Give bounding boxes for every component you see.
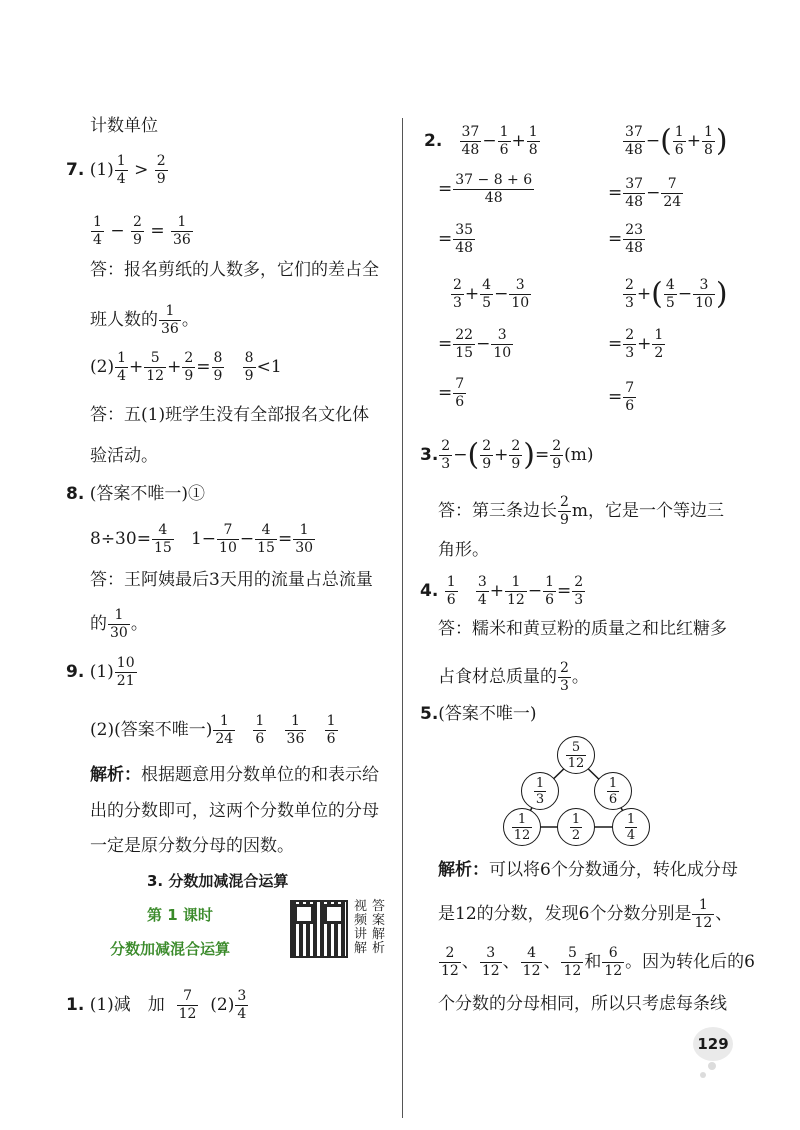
question-number: 4.: [420, 581, 439, 601]
q5-jiexi-line2: [438, 897, 732, 932]
q2-row1-right: $\frac{37}{48}$ −( $\frac{1}{6}$ + $\frac{1}{8}$ ): [625, 123, 728, 159]
fraction: $\frac{1}{30}$: [110, 607, 128, 641]
jiexi-label: 解析：: [438, 860, 489, 880]
question-number: 1.: [66, 995, 85, 1015]
note: (答案不唯一)①: [89, 484, 205, 504]
jiexi-line3: 一定是原分数分母的因数。: [90, 836, 294, 856]
fraction: $\frac{1}{6}$: [255, 713, 265, 747]
operator: =: [150, 221, 165, 241]
fraction: $\frac{1}{6}$: [326, 713, 336, 747]
fraction: $\frac{2}{9}$: [511, 438, 521, 472]
fraction: $\frac{4}{5}$: [482, 277, 492, 311]
fraction: $\frac{7}{6}$: [455, 376, 465, 410]
fraction: $\frac{35}{48}$: [455, 222, 474, 256]
fraction: $\frac{1}{6}$: [499, 124, 509, 158]
question-number: 5.: [420, 704, 439, 724]
fraction: $\frac{7}{10}$: [219, 522, 237, 556]
fraction: $\frac{3}{10}$: [493, 327, 512, 361]
fraction: $\frac{22}{15}$: [455, 327, 474, 361]
fraction: $\frac{1}{36}$: [161, 303, 179, 337]
question-number: 3.: [420, 445, 439, 465]
q2-row4: $\frac{2}{3}$ + $\frac{4}{5}$ − $\frac{3}{10}$: [453, 277, 530, 311]
q8-answer-line2: [90, 607, 148, 642]
q8-line2: 8÷30= $\frac{4}{15}$ 1− $\frac{7}{10}$ − $\frac{4}{15}$ = $\frac{1}{30}$: [90, 522, 314, 556]
q5-jiexi-line3: $\frac{2}{12}$ 、 $\frac{3}{12}$ 、 $\frac{4}{12}$ 、 $\frac{5}{12}$ 和 $\frac{6}{12}$ 。因为转化后的6: [441, 945, 755, 979]
text-line: 计数单位: [90, 116, 158, 136]
circle-node: $\frac{1}{6}$: [594, 772, 632, 810]
q7-answer2-line1: 答：五(1)班学生没有全部报名文化体: [90, 405, 370, 425]
answer-text: m，它是一个等边三: [571, 501, 725, 521]
unit: (m): [564, 445, 594, 465]
answer-text: 的: [90, 614, 107, 634]
jiexi-line1: [90, 763, 379, 787]
q4-answer-line2: [438, 660, 589, 695]
circle-node: $\frac{1}{2}$: [557, 808, 595, 846]
answer-text: 答：第三条边长: [438, 501, 557, 521]
fraction: $\frac{1}{6}$: [446, 574, 456, 608]
punct: 。: [571, 667, 589, 687]
q9-line2: [90, 713, 339, 748]
fraction: $\frac{1}{30}$: [295, 522, 314, 556]
fraction: $\frac{5}{12}$: [146, 350, 165, 384]
fraction: $\frac{10}{21}$: [116, 655, 135, 689]
q3-answer-line1: [438, 494, 724, 529]
q4-answer-line1: 答：糯米和黄豆粉的质量之和比红糖多: [438, 619, 727, 639]
q9-part: (1): [89, 662, 114, 682]
q5-jiexi-line1: [438, 858, 738, 882]
q5-line: [420, 702, 537, 726]
fraction: $\frac{3}{4}$: [237, 988, 247, 1022]
circle-node: $\frac{1}{4}$: [612, 808, 650, 846]
fraction: $\frac{2}{3}$: [441, 438, 451, 472]
q7-part: (2): [90, 357, 115, 377]
fraction: $\frac{7}{24}$: [663, 176, 682, 210]
punct: 。: [130, 614, 148, 634]
q3-answer-line2: 角形。: [438, 540, 489, 560]
q2-row1: 2. $\frac{37}{48}$ − $\frac{1}{6}$ + $\frac{1}{8}$: [424, 124, 538, 158]
q2-row2: = $\frac{37 - 8 + 6}{48}$: [438, 172, 533, 206]
fraction: $\frac{2}{3}$: [625, 277, 634, 311]
q1-text: (1)减 加: [89, 995, 165, 1015]
fraction: $\frac{5}{12}$: [563, 945, 582, 979]
q2-row5: = $\frac{22}{15}$ − $\frac{3}{10}$: [438, 327, 512, 361]
qr-label-video: 视频讲解: [354, 899, 368, 956]
fraction: $\frac{3}{10}$: [511, 277, 530, 311]
fraction: $\frac{2}{3}$: [453, 277, 462, 311]
jiexi-text: 根据题意用分数单位的和表示给: [141, 765, 379, 785]
lesson-subtitle: 分数加减混合运算: [110, 940, 231, 958]
question-number: 9.: [66, 662, 85, 682]
q2-row5-right: = $\frac{2}{3}$ + $\frac{1}{2}$: [608, 327, 664, 361]
qr-code[interactable]: [290, 900, 348, 958]
question-number: 7.: [66, 160, 85, 180]
fraction: $\frac{2}{9}$: [132, 214, 142, 248]
q4-line: 4. $\frac{1}{6}$ $\frac{3}{4}$ + $\frac{1}{12}$ − $\frac{1}{6}$ = $\frac{2}{3}$: [420, 574, 584, 608]
q7-answer2-line2: 验活动。: [90, 446, 158, 466]
q1-line: [66, 988, 249, 1023]
fraction: $\frac{3}{12}$: [481, 945, 500, 979]
q2-row4-right: $\frac{2}{3}$ +( $\frac{4}{5}$ − $\frac{3}{10}$ ): [625, 276, 728, 312]
q7-line1: [66, 153, 169, 188]
q3-line: 3. $\frac{2}{3}$ −( $\frac{2}{9}$ + $\frac{2}{9}$ )= $\frac{2}{9}$ (m): [420, 437, 594, 473]
answer-text: 班人数的: [90, 310, 158, 330]
decor-dot: [700, 1072, 706, 1078]
fraction: $\frac{37}{48}$: [625, 124, 643, 158]
question-number: 8.: [66, 484, 85, 504]
operator: −: [110, 221, 125, 241]
fraction: $\frac{7}{12}$: [178, 988, 197, 1022]
fraction: $\frac{2}{9}$: [156, 153, 166, 187]
q9-line1: [66, 655, 138, 690]
fraction: $\frac{6}{12}$: [604, 945, 623, 979]
fraction: $\frac{1}{6}$: [674, 124, 684, 158]
q2-row2-right: = $\frac{37}{48}$ − $\frac{7}{24}$: [608, 176, 682, 210]
fraction: $\frac{3}{10}$: [695, 277, 713, 311]
jiexi-label: 解析：: [90, 765, 141, 785]
jiexi-text: 是12的分数，发现6个分数分别是: [438, 904, 692, 924]
fraction: $\frac{1}{36}$: [286, 713, 305, 747]
expr: 8÷30=: [90, 529, 151, 549]
q2-row6-right: = $\frac{7}{6}$: [608, 380, 635, 414]
fraction: $\frac{1}{8}$: [528, 124, 538, 158]
circle-node: $\frac{5}{12}$: [557, 736, 595, 774]
fraction: $\frac{1}{36}$: [172, 214, 191, 248]
fraction: $\frac{37}{48}$: [461, 124, 480, 158]
fraction: $\frac{2}{3}$: [574, 574, 584, 608]
fraction: $\frac{1}{4}$: [117, 350, 127, 384]
q1-text: (2): [210, 995, 235, 1015]
fraction: $\frac{2}{12}$: [441, 945, 459, 979]
fraction: $\frac{2}{9}$: [560, 494, 569, 528]
q7-line2: [90, 214, 194, 249]
fraction: $\frac{1}{24}$: [215, 713, 234, 747]
fraction: $\frac{1}{12}$: [507, 574, 525, 608]
q8-answer-line1: 答：王阿姨最后3天用的流量占总流量: [90, 570, 373, 590]
page-number: 129: [693, 1027, 733, 1061]
jiexi-text: 。因为转化后的6: [625, 952, 755, 972]
circle-node: $\frac{1}{12}$: [503, 808, 541, 846]
note: (答案不唯一): [438, 704, 537, 724]
q7-part: (1): [89, 160, 114, 180]
q7-answer-line1: 答：报名剪纸的人数多，它们的差占全: [90, 260, 379, 280]
fraction: $\frac{37 - 8 + 6}{48}$: [455, 172, 533, 206]
q7-answer-line2: [90, 303, 199, 338]
fraction: $\frac{2}{3}$: [560, 660, 569, 694]
jiexi-text: 可以将6个分数通分，转化成分母: [489, 860, 738, 880]
fraction: $\frac{4}{5}$: [665, 277, 675, 311]
fraction: $\frac{1}{8}$: [703, 124, 713, 158]
fraction: $\frac{2}{9}$: [552, 438, 562, 472]
fraction: $\frac{1}{6}$: [545, 574, 555, 608]
q2-row3-right: = $\frac{23}{48}$: [608, 222, 644, 256]
punct: 、: [715, 904, 733, 924]
punct: 。: [181, 310, 199, 330]
and-word: 和: [584, 952, 602, 972]
fraction: $\frac{8}{9}$: [244, 350, 254, 384]
fraction: $\frac{3}{4}$: [477, 574, 487, 608]
fraction: $\frac{37}{48}$: [625, 176, 644, 210]
section-title: 3. 分数加减混合运算: [147, 872, 289, 890]
fraction: $\frac{2}{9}$: [184, 350, 194, 384]
decor-dot: [708, 1062, 716, 1070]
fraction: $\frac{1}{4}$: [116, 153, 126, 187]
fraction: $\frac{1}{12}$: [694, 897, 713, 931]
qr-label-answer: 答案解析: [372, 899, 386, 956]
operator: <1: [256, 357, 282, 377]
lesson-title: 第 1 课时: [147, 906, 213, 924]
operator: >: [134, 160, 149, 180]
q2-row6: = $\frac{7}{6}$: [438, 376, 465, 410]
fraction: $\frac{23}{48}$: [625, 222, 644, 256]
fraction: $\frac{2}{3}$: [625, 327, 635, 361]
fraction: $\frac{7}{6}$: [625, 380, 635, 414]
jiexi-line2: 出的分数即可，这两个分数单位的分母: [90, 801, 379, 821]
answer-text: 占食材总质量的: [438, 667, 557, 687]
expr: 1−: [190, 529, 217, 549]
circle-node: $\frac{1}{3}$: [521, 772, 559, 810]
fraction: $\frac{4}{15}$: [257, 522, 275, 556]
q2-row3: = $\frac{35}{48}$: [438, 222, 474, 256]
q9-part: (2)(答案不唯一): [90, 720, 213, 740]
column-divider: [402, 118, 403, 1118]
q7-line3: (2) $\frac{1}{4}$ + $\frac{5}{12}$ + $\frac{2}{9}$ = $\frac{8}{9}$ $\frac{8}{9}$ <1: [90, 350, 282, 384]
fraction: $\frac{4}{12}$: [522, 945, 541, 979]
fraction: $\frac{1}{2}$: [654, 327, 664, 361]
fraction: $\frac{1}{4}$: [93, 214, 102, 248]
question-number: 2.: [424, 131, 443, 151]
fraction: $\frac{8}{9}$: [213, 350, 223, 384]
fraction: $\frac{2}{9}$: [482, 438, 492, 472]
fraction: $\frac{4}{15}$: [153, 522, 172, 556]
q5-jiexi-line4: 个分数的分母相同，所以只考虑每条线: [438, 994, 727, 1014]
q8-line1: [66, 482, 205, 506]
